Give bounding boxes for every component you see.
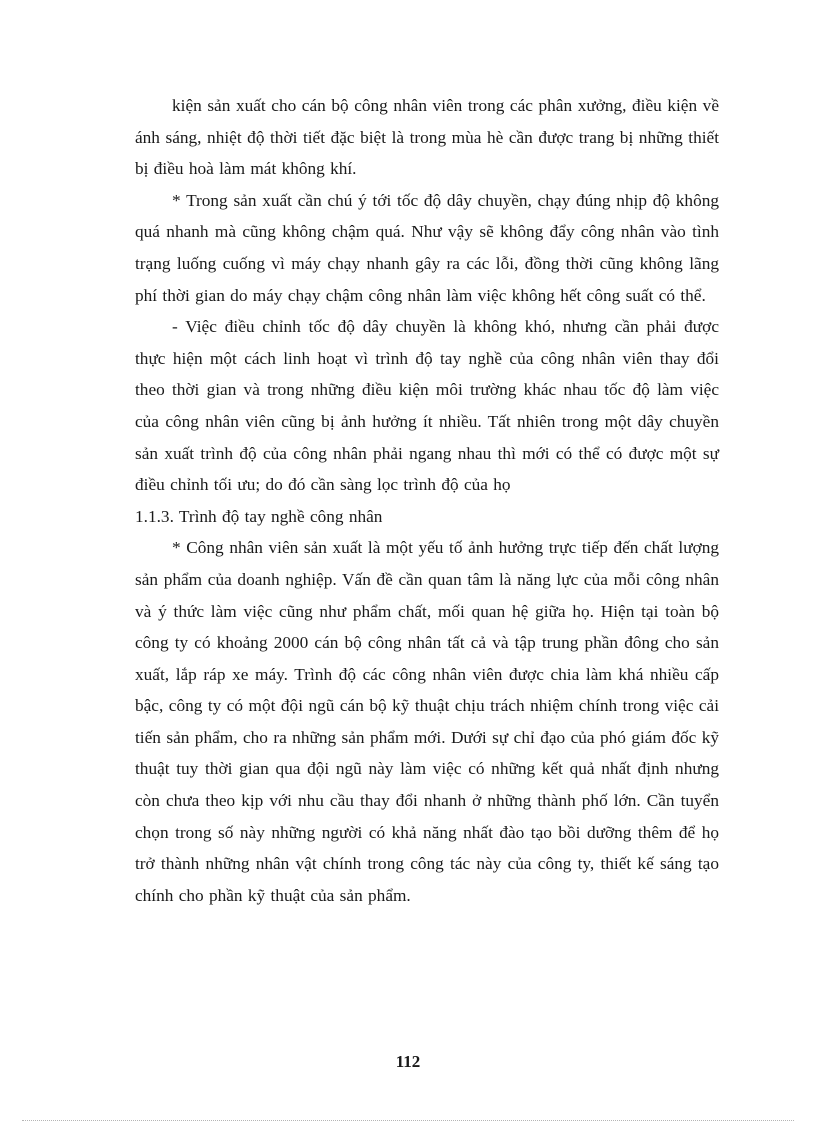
paragraph-line-speed-adjustment: - Việc điều chỉnh tốc độ dây chuyền là không khó, nhưng cần phải được thực hiện một cách linh hoạt vì trình độ tay nghề của công nhân viên thay đổi theo thời gian và trong những điều kiện môi trường khác nhau tốc độ làm việc của công nhân viên cũng bị ảnh hưởng ít nhiều. Tất nhiên trong một dây chuyền sản xuất trình độ của công nhân phải ngang nhau thì mới có thể có được một sự điều chỉnh tối ưu; do đó cần sàng lọc trình độ của họ	[135, 317, 719, 495]
page-number: 112	[395, 1052, 421, 1071]
section-heading: 1.1.3. Trình độ tay nghề công nhân	[135, 506, 383, 526]
paragraph-continuation: kiện sản xuất cho cán bộ công nhân viên trong các phân xưởng, điều kiện về ánh sáng, nhiệt độ thời tiết đặc biệt là trong mùa hè cần được trang bị những thiết bị điều hoà làm mát không khí.	[135, 96, 719, 179]
paragraph-production-speed: * Trong sản xuất cần chú ý tới tốc độ dây chuyền, chạy đúng nhịp độ không quá nhanh mà cũng không chậm quá. Như vậy sẽ không đẩy công nhân vào tình trạng luống cuống vì máy chạy nhanh gây ra các lỗi, đồng thời cũng không lãng phí thời gian do máy chạy chậm công nhân làm việc không hết công suất có thể.	[135, 190, 719, 305]
paragraph-worker-skill: * Công nhân viên sản xuất là một yếu tố ảnh hưởng trực tiếp đến chất lượng sản phẩm của doanh nghiệp. Vấn đề cần quan tâm là năng lực của mỗi công nhân và ý thức làm việc cũng như phẩm chất, mối quan hệ giữa họ. Hiện tại toàn bộ công ty có khoảng 2000 cán bộ công nhân tất cả và tập trung phần đông cho sản xuất, lắp ráp xe máy. Trình độ các công nhân viên được chia làm khá nhiều cấp bậc, công ty có một đội ngũ cán bộ kỹ thuật chịu trách nhiệm chính trong việc cải tiến sản phẩm, cho ra những sản phẩm mới. Dưới sự chỉ đạo của phó giám đốc kỹ thuật tuy thời gian qua đội ngũ này làm việc có những kết quả nhất định nhưng còn chưa theo kịp với nhu cầu thay đổi nhanh ở những thành phố lớn. Cần tuyển chọn trong số này những người có khả năng nhất đào tạo bồi dưỡng thêm để họ trở thành những nhân vật chính trong công tác này của công ty, thiết kế sáng tạo chính cho phần kỹ thuật của sản phẩm.	[135, 538, 719, 905]
bottom-divider	[22, 1120, 794, 1121]
page-body	[135, 90, 719, 911]
